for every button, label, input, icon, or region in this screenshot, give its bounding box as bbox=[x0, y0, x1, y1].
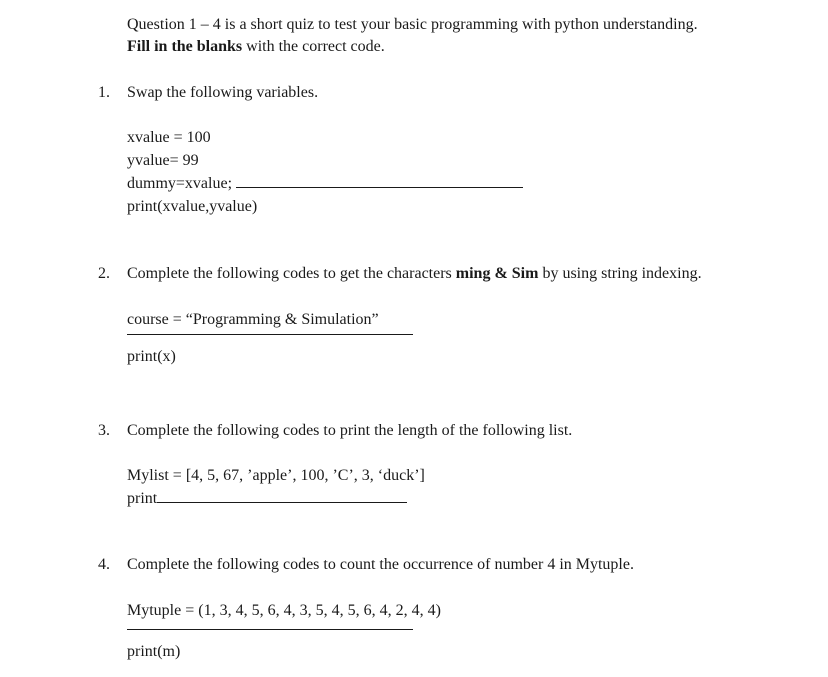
quiz-intro bbox=[127, 14, 807, 58]
code-line bbox=[127, 172, 523, 195]
code-line: print(m) bbox=[127, 643, 181, 660]
intro-instruction-rest: with the correct code. bbox=[242, 38, 385, 55]
intro-line-2 bbox=[127, 36, 807, 58]
code-line: yvalue= 99 bbox=[127, 152, 199, 169]
code-line: print(x) bbox=[127, 348, 176, 365]
question-text: Complete the following codes to print the length of the following list. bbox=[127, 422, 573, 439]
answer-blank[interactable] bbox=[157, 488, 407, 503]
question-number: 2. bbox=[98, 265, 110, 282]
code-line: xvalue = 100 bbox=[127, 129, 211, 146]
question-bold-term: ming & Sim bbox=[455, 265, 539, 282]
code-text: dummy=xvalue; bbox=[127, 175, 233, 192]
code-line bbox=[127, 487, 425, 510]
code-block bbox=[127, 599, 441, 663]
code-text: print bbox=[127, 490, 158, 507]
question-text: Swap the following variables. bbox=[127, 84, 319, 101]
question-text: Complete the following codes to count the occurrence of number 4 in Mytuple. bbox=[127, 556, 634, 573]
answer-blank[interactable] bbox=[127, 333, 413, 335]
code-line: course = “Programming & Simulation” bbox=[127, 311, 379, 328]
question-text bbox=[127, 265, 702, 283]
question-number: 4. bbox=[98, 556, 110, 573]
code-line: print(xvalue,yvalue) bbox=[127, 198, 258, 215]
question-number: 1. bbox=[98, 84, 110, 101]
question-text-part: by using string indexing. bbox=[538, 265, 702, 282]
answer-blank[interactable] bbox=[236, 173, 523, 188]
answer-blank[interactable] bbox=[127, 628, 413, 630]
question-number: 3. bbox=[98, 422, 110, 439]
code-block bbox=[127, 308, 413, 368]
code-line: Mylist = [4, 5, 67, ’apple’, 100, ’C’, 3, ‘duck’] bbox=[127, 467, 425, 484]
intro-bold-instruction: Fill in the blanks bbox=[127, 38, 243, 55]
code-block bbox=[127, 126, 523, 218]
intro-line-1: Question 1 – 4 is a short quiz to test your basic programming with python understanding. bbox=[127, 16, 698, 33]
code-line: Mytuple = (1, 3, 4, 5, 6, 4, 3, 5, 4, 5, 6, 4, 2, 4, 4) bbox=[127, 602, 441, 619]
question-text-part: Complete the following codes to get the characters bbox=[127, 265, 456, 282]
code-block bbox=[127, 464, 425, 510]
